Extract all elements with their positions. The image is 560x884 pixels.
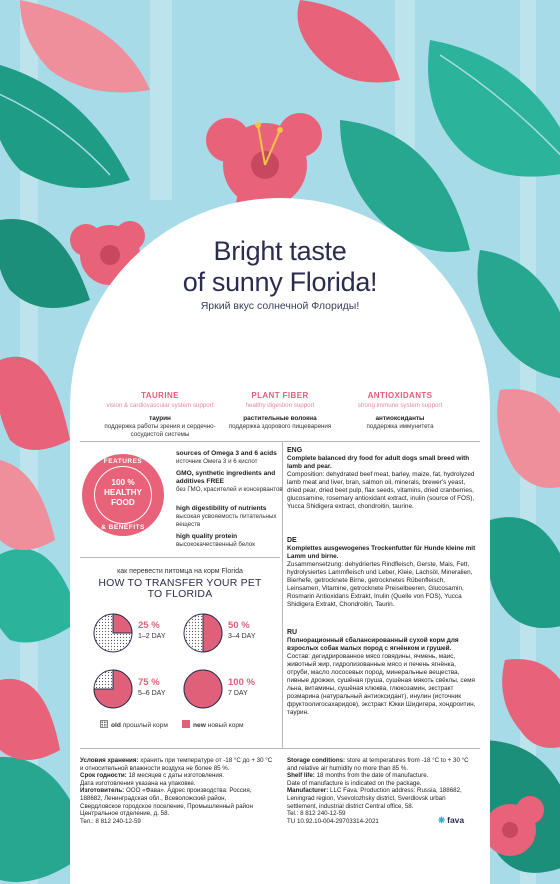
feature-ru: источник Омега 3 и 6 кислот [176, 458, 258, 465]
transfer-pie-50 [182, 612, 224, 654]
text: ООО «Фава». Адрес производства: Россия, [125, 787, 252, 795]
transfer-title-line1: HOW TO TRANSFER YOUR PET [98, 577, 262, 589]
text: Дата изготовления указана на упаковке. [80, 779, 196, 787]
composition-text: Composition: dehydrated beef meat, barley, maize, fat, hydrolyzed lamb meat and liver, bran, salmon oil, minerals, brewer's yeast, dried pear, dried beet pulp, flax seeds, vitamins, dried cranberries, glucosamine, rosemary antioxidant extract, inulin (source of FOS), Yucca Shidigera extract, chondroitin, taurine. [287, 471, 475, 510]
text: Центральное отделение, д. 58. [80, 810, 170, 818]
new-food-swatch [182, 720, 190, 728]
transfer-day: 7 DAY [228, 690, 248, 697]
benefit-subtitle: vision & cardiovascular system support [106, 402, 214, 409]
legend-old-ru: прошлый корм [122, 722, 168, 729]
lang-label: DE [287, 537, 297, 544]
label: Shelf life: [287, 772, 315, 780]
legend-new-ru: новый корм [207, 722, 244, 729]
transfer-percent: 50 % [228, 620, 250, 631]
text: Свердловское городское поселение, Промышленный район [80, 802, 253, 810]
composition-title: Komplettes ausgewogenes Trockenfutter für Hunde kleine mit Lamm und birne. [287, 545, 476, 560]
transfer-subtitle-ru: как перевести питомца на корм Florida [117, 568, 243, 575]
old-food-swatch [100, 720, 108, 728]
composition-text: Zusammensetzung: dehydriertes Rindfleisch, Gerste, Mais, Fett, hydrolysiertes Lammfleisch und Leber, Kleie, Lachsöl, Mineralien, Bierhefe, getrocknete Birne, getrocknetes Rübenfleisch, Leinsamen, Vitamine, getrocknete Preiselbeeren, Glucosamin, Rosmarin Antioxidans Extrakt, Inulin (Quelle von FOS), Yucca Shidigera Extrakt, Chondroitin, Taurin. [287, 561, 473, 608]
benefit-subtitle: healthy digestion support [245, 402, 315, 409]
tu-code: TU 10.92.10-004-29703314-2021 [287, 818, 379, 825]
transfer-pie-75 [92, 668, 134, 710]
feature-item [176, 533, 286, 549]
composition-de [287, 537, 479, 609]
text: Date of manufacture is indicated on the package. [287, 779, 422, 787]
feature-en: sources of Omega 3 and 6 acids [176, 450, 277, 457]
benefit-ru-text: поддержка здорового пищеварения [228, 423, 332, 430]
feature-en: high quality protein [176, 533, 238, 540]
benefit-ru-text: поддержка работы зрения и сердечно-сосудистой системы [104, 423, 216, 438]
benefit-taurine [98, 391, 222, 439]
text: 18 месяцев с даты изготовления. [128, 772, 224, 780]
badge-top-text: FEATURES [103, 458, 143, 465]
feature-item [176, 470, 286, 494]
benefit-title: ANTIOXIDANTS [367, 391, 433, 400]
text: и относительной влажности воздуха не более 85 %. [80, 764, 230, 772]
composition-title: Полнорационный сбалансированный сухой корм для взрослых собак малых пород с ягнёнком и грушей. [287, 637, 459, 652]
headline [70, 236, 490, 298]
fava-logo [438, 815, 464, 826]
headline-line2: of sunny Florida! [182, 267, 378, 297]
legend-old-label: old [111, 722, 121, 729]
text: 188682, Ленинградская обл., Всеволожский район, [80, 794, 227, 802]
transfer-title-line2: TO FLORIDA [147, 588, 213, 600]
transfer-day: 1–2 DAY [138, 633, 166, 640]
text: 18 months from the date of manufacture. [316, 772, 429, 780]
feature-item [176, 450, 286, 466]
transfer-day: 3–4 DAY [228, 633, 256, 640]
feature-ru: высокая усвояемость питательных веществ [176, 513, 277, 528]
label: Срок годности: [80, 772, 127, 780]
transfer-pie-100 [182, 668, 224, 710]
label: Условия хранения: [80, 757, 139, 764]
benefit-title: PLANT FIBER [251, 391, 309, 400]
feature-ru: без ГМО, красителей и консервантов [176, 486, 283, 493]
badge-line3: FOOD [111, 498, 135, 507]
storage-info-en [287, 757, 479, 818]
legend-new-label: new [193, 722, 206, 729]
text: and relative air humidity no more than 85 %. [287, 764, 409, 772]
legend-new [182, 720, 244, 729]
transfer-day: 5–6 DAY [138, 690, 166, 697]
badge-line1: 100 % [111, 478, 135, 487]
headline-line1: Bright taste [213, 236, 347, 266]
label: Manufacturer: [287, 787, 329, 795]
legend-old [100, 720, 168, 729]
fava-logo-text: fava [447, 815, 465, 825]
composition-title: Complete balanced dry food for adult dogs small breed with lamb and pear. [287, 455, 470, 470]
divider [80, 557, 280, 558]
new-food-portion [203, 614, 222, 652]
lang-label: ENG [287, 447, 303, 454]
transfer-title [80, 578, 280, 600]
label: Изготовитель: [80, 787, 125, 795]
divider [80, 748, 480, 749]
composition-text: Состав: дегидрированное мясо говядины, ячмень, маис, животный жир, гидролизованные мясо и печень ягнёнка, отруби, масло лососевых пород, минеральные вещества, пивные дрожжи, сушёная груша, сушёная мякоть свёклы, семя льна, витамины, сушёная клюква, глюкозамин, экстракт розмарина (натуральный антиоксидант), инулин (источник фруктоолигосахаридов), экстракт Юкки Шидигера, хондроитин, таурин. [287, 653, 476, 716]
text: хранить при температуре от -18 °С до + 30 °С [140, 757, 273, 764]
badge-line2: HEALTHY [103, 488, 143, 497]
lang-label: RU [287, 629, 298, 636]
benefit-plant-fiber [218, 391, 342, 431]
new-food-portion [113, 614, 132, 633]
text: Тел.: 8 812 240-12-59 [80, 817, 141, 825]
headline-ru: Яркий вкус солнечной Флориды! [200, 300, 360, 312]
benefit-subtitle: strong immune system support [357, 402, 443, 409]
divider [80, 441, 480, 442]
benefit-title: TAURINE [141, 391, 179, 400]
benefit-ru-title: антиоксиданты [375, 415, 425, 422]
composition-eng [287, 447, 479, 511]
text: store at temperatures from -18 °C to + 30 °C [346, 757, 469, 764]
text: Leningrad region, Vsevolozhsky district, Sverdlovsk urban [287, 794, 446, 802]
transfer-percent: 25 % [138, 620, 160, 631]
benefit-ru-title: растительные волокна [243, 415, 317, 422]
badge-center-text [94, 478, 152, 508]
text: LLC Fava. Production address: Russia, 188682, [330, 787, 462, 795]
fava-logo-icon: ❋ [438, 815, 446, 825]
transfer-pie-25 [92, 612, 134, 654]
feature-item [176, 505, 286, 528]
feature-en: high digestibility of nutrients [176, 505, 267, 512]
new-food-portion [184, 670, 222, 708]
feature-ru: высококачественный белок [176, 541, 255, 548]
badge-bottom-text: & BENEFITS [101, 524, 145, 531]
benefit-ru-title: таурин [149, 415, 171, 422]
storage-info-ru [80, 757, 280, 825]
benefit-ru-text: поддержка иммунитета [366, 423, 434, 430]
transfer-percent: 100 % [228, 677, 255, 688]
text: settlement, industrial district Central office, 58. [287, 802, 414, 810]
label: Storage conditions: [287, 757, 346, 764]
text: Tel.: 8 812 240-12-59 [287, 810, 346, 818]
benefit-antioxidants [338, 391, 462, 431]
transfer-percent: 75 % [138, 677, 160, 688]
feature-en: GMO, synthetic ingredients and additives FREE [176, 470, 276, 485]
composition-ru [287, 629, 479, 717]
